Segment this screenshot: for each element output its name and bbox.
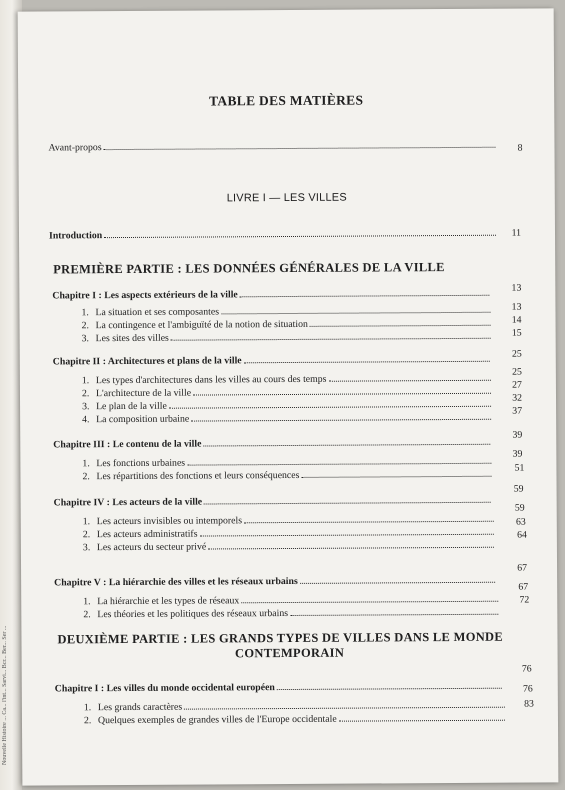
page-title: TABLE DES MATIÈRES	[209, 92, 364, 109]
section-number: 3.	[81, 333, 90, 345]
section-label	[81, 306, 219, 318]
section-title: L'architecture de la ville	[95, 387, 192, 400]
section-title: Les acteurs du secteur privé	[96, 541, 207, 554]
toc-section	[83, 527, 497, 541]
chapter-label: Chapitre II : Architectures et plans de la ville	[52, 355, 242, 368]
toc-chapter	[55, 681, 505, 695]
toc-entry-page: 8	[517, 142, 523, 154]
leader-dots	[184, 707, 505, 710]
section-number: 1.	[82, 458, 90, 470]
section-title: Les acteurs invisibles ou intemporels	[96, 515, 243, 528]
section-label	[83, 608, 288, 620]
section-title: Les grands caractères	[97, 701, 183, 714]
toc-section	[82, 456, 494, 470]
section-number: 1.	[83, 702, 92, 714]
chapter-page: 25	[511, 348, 522, 360]
section-number: 3.	[82, 401, 90, 413]
toc-chapter	[54, 495, 494, 509]
toc-chapter	[52, 288, 492, 302]
section-page: 25	[512, 366, 522, 378]
section-label	[83, 529, 198, 541]
part-heading: DEUXIÈME PARTIE : LES GRANDS TYPES DE VILLES DANS LE MONDE	[57, 629, 504, 647]
leader-dots	[203, 444, 490, 447]
chapter-page: 39	[512, 429, 523, 441]
section-page: 32	[512, 392, 523, 404]
toc-section	[83, 607, 501, 621]
leader-dots	[339, 720, 505, 722]
leader-dots	[301, 476, 491, 478]
section-title: Les acteurs administratifs	[96, 528, 198, 541]
section-number: 2.	[83, 609, 91, 621]
section-label	[82, 470, 299, 482]
toc-entry-introduction	[49, 228, 499, 242]
section-number: 3.	[82, 542, 91, 554]
section-title: Le plan de la ville	[96, 400, 167, 413]
section-page: 14	[511, 314, 522, 326]
section-label	[82, 401, 167, 413]
toc-section	[82, 373, 494, 387]
leader-dots	[193, 393, 491, 396]
section-page: 67	[518, 581, 529, 593]
leader-dots	[191, 419, 491, 422]
section-title: La contingence et l'ambiguïté de la notion de situation	[95, 318, 308, 332]
toc-section	[82, 399, 494, 413]
book-page	[18, 8, 559, 785]
toc-section	[82, 331, 494, 345]
chapter-label: Chapitre IV : Les acteurs de la ville	[53, 496, 203, 509]
toc-section	[84, 700, 508, 714]
section-page: 83	[524, 698, 534, 710]
section-title: Les répartitions des fonctions et leurs conséquences	[96, 469, 300, 483]
section-number: 1.	[82, 516, 91, 528]
leader-dots	[200, 534, 494, 537]
chapter-label: Chapitre III : Le contenu de la ville	[53, 438, 202, 451]
section-page: 37	[512, 405, 523, 417]
section-page: 13	[511, 301, 522, 313]
leader-dots	[244, 521, 494, 524]
chapter-label: Chapitre I : Les villes du monde occidental européen	[54, 682, 275, 695]
leader-dots	[310, 325, 491, 327]
chapter-label: Chapitre V : La hiérarchie des villes et les réseaux urbains	[54, 575, 298, 589]
leader-dots	[241, 601, 498, 604]
section-page: 64	[517, 529, 527, 541]
leader-dots	[240, 295, 490, 298]
section-number: 2.	[82, 529, 91, 541]
toc-section	[83, 514, 497, 528]
chapter-page: 13	[511, 282, 522, 294]
leader-dots	[300, 582, 495, 584]
section-title: La situation et ses composantes	[95, 306, 220, 319]
part-heading-continued: CONTEMPORAIN	[234, 645, 345, 661]
section-label	[84, 702, 182, 714]
section-title: La hiérarchie et les types de réseaux	[97, 595, 240, 608]
livre-heading: LIVRE I — LES VILLES	[226, 191, 347, 205]
section-number: 4.	[82, 414, 90, 426]
section-page: 72	[519, 594, 530, 606]
section-page: 27	[512, 379, 522, 391]
toc-section	[83, 594, 501, 608]
section-number: 2.	[83, 715, 92, 727]
chapter-page: 67	[517, 562, 528, 574]
section-label	[82, 319, 308, 331]
section-page: 63	[515, 516, 526, 528]
section-title: Les types d'architectures dans les villes au cours des temps	[95, 373, 327, 387]
chapter-page: 59	[513, 483, 524, 495]
section-number: 1.	[81, 307, 89, 319]
section-title: La composition urbaine	[96, 413, 190, 426]
leader-dots	[208, 547, 494, 550]
section-label	[82, 374, 327, 386]
section-number: 2.	[82, 471, 90, 483]
toc-section	[82, 318, 494, 332]
leader-dots	[169, 406, 491, 409]
chapter-page: 76	[521, 663, 532, 675]
toc-section	[82, 386, 494, 400]
toc-entry-label: Introduction	[48, 230, 103, 242]
section-page: 59	[514, 502, 525, 514]
toc-section	[81, 305, 493, 319]
leader-dots	[277, 688, 502, 690]
section-title: Les fonctions urbaines	[96, 457, 186, 470]
toc-section	[82, 469, 494, 483]
section-label	[83, 542, 206, 554]
section-label	[82, 333, 169, 345]
toc-chapter	[54, 575, 498, 589]
section-label	[82, 458, 185, 470]
leader-dots	[171, 338, 491, 341]
section-label	[83, 595, 239, 607]
section-number: 1.	[83, 596, 91, 608]
leader-dots	[104, 147, 496, 150]
section-label	[84, 714, 337, 727]
toc-section	[83, 540, 497, 554]
section-title: Les sites des villes	[95, 332, 169, 345]
toc-entry-avant-propos	[48, 140, 498, 154]
section-page: 39	[512, 448, 523, 460]
toc-chapter	[53, 354, 493, 368]
toc-section	[82, 412, 494, 426]
section-page: 15	[511, 327, 522, 339]
section-label	[82, 414, 189, 426]
leader-dots	[328, 380, 490, 382]
section-page: 51	[514, 462, 525, 474]
toc-section	[84, 713, 508, 727]
part-heading: PREMIÈRE PARTIE : LES DONNÉES GÉNÉRALES DE LA VILLE	[53, 260, 445, 277]
toc-entry-page: 11	[511, 227, 522, 239]
section-title: Quelques exemples de grandes villes de l'Europe occidentale	[97, 713, 337, 727]
chapter-label: Chapitre I : Les aspects extérieurs de la ville	[52, 289, 238, 302]
spine-text: Nouvelle Histoire ... Ca... l'int... Sarvi... Bcr... Ber... Ser ...	[2, 625, 8, 765]
leader-dots	[221, 312, 490, 315]
section-number: 1.	[81, 375, 90, 387]
toc-chapter	[53, 437, 493, 451]
leader-dots	[104, 235, 496, 238]
leader-dots	[204, 502, 491, 505]
section-number: 2.	[81, 388, 90, 400]
section-label	[82, 388, 191, 400]
leader-dots	[244, 361, 490, 364]
section-label	[83, 515, 242, 527]
toc-entry-label: Avant-propos	[48, 142, 102, 154]
leader-dots	[290, 614, 498, 616]
section-title: Les théories et les politiques des réseaux urbains	[97, 608, 289, 621]
leader-dots	[187, 463, 491, 466]
section-number: 2.	[81, 320, 89, 332]
section-page: 76	[522, 683, 533, 695]
